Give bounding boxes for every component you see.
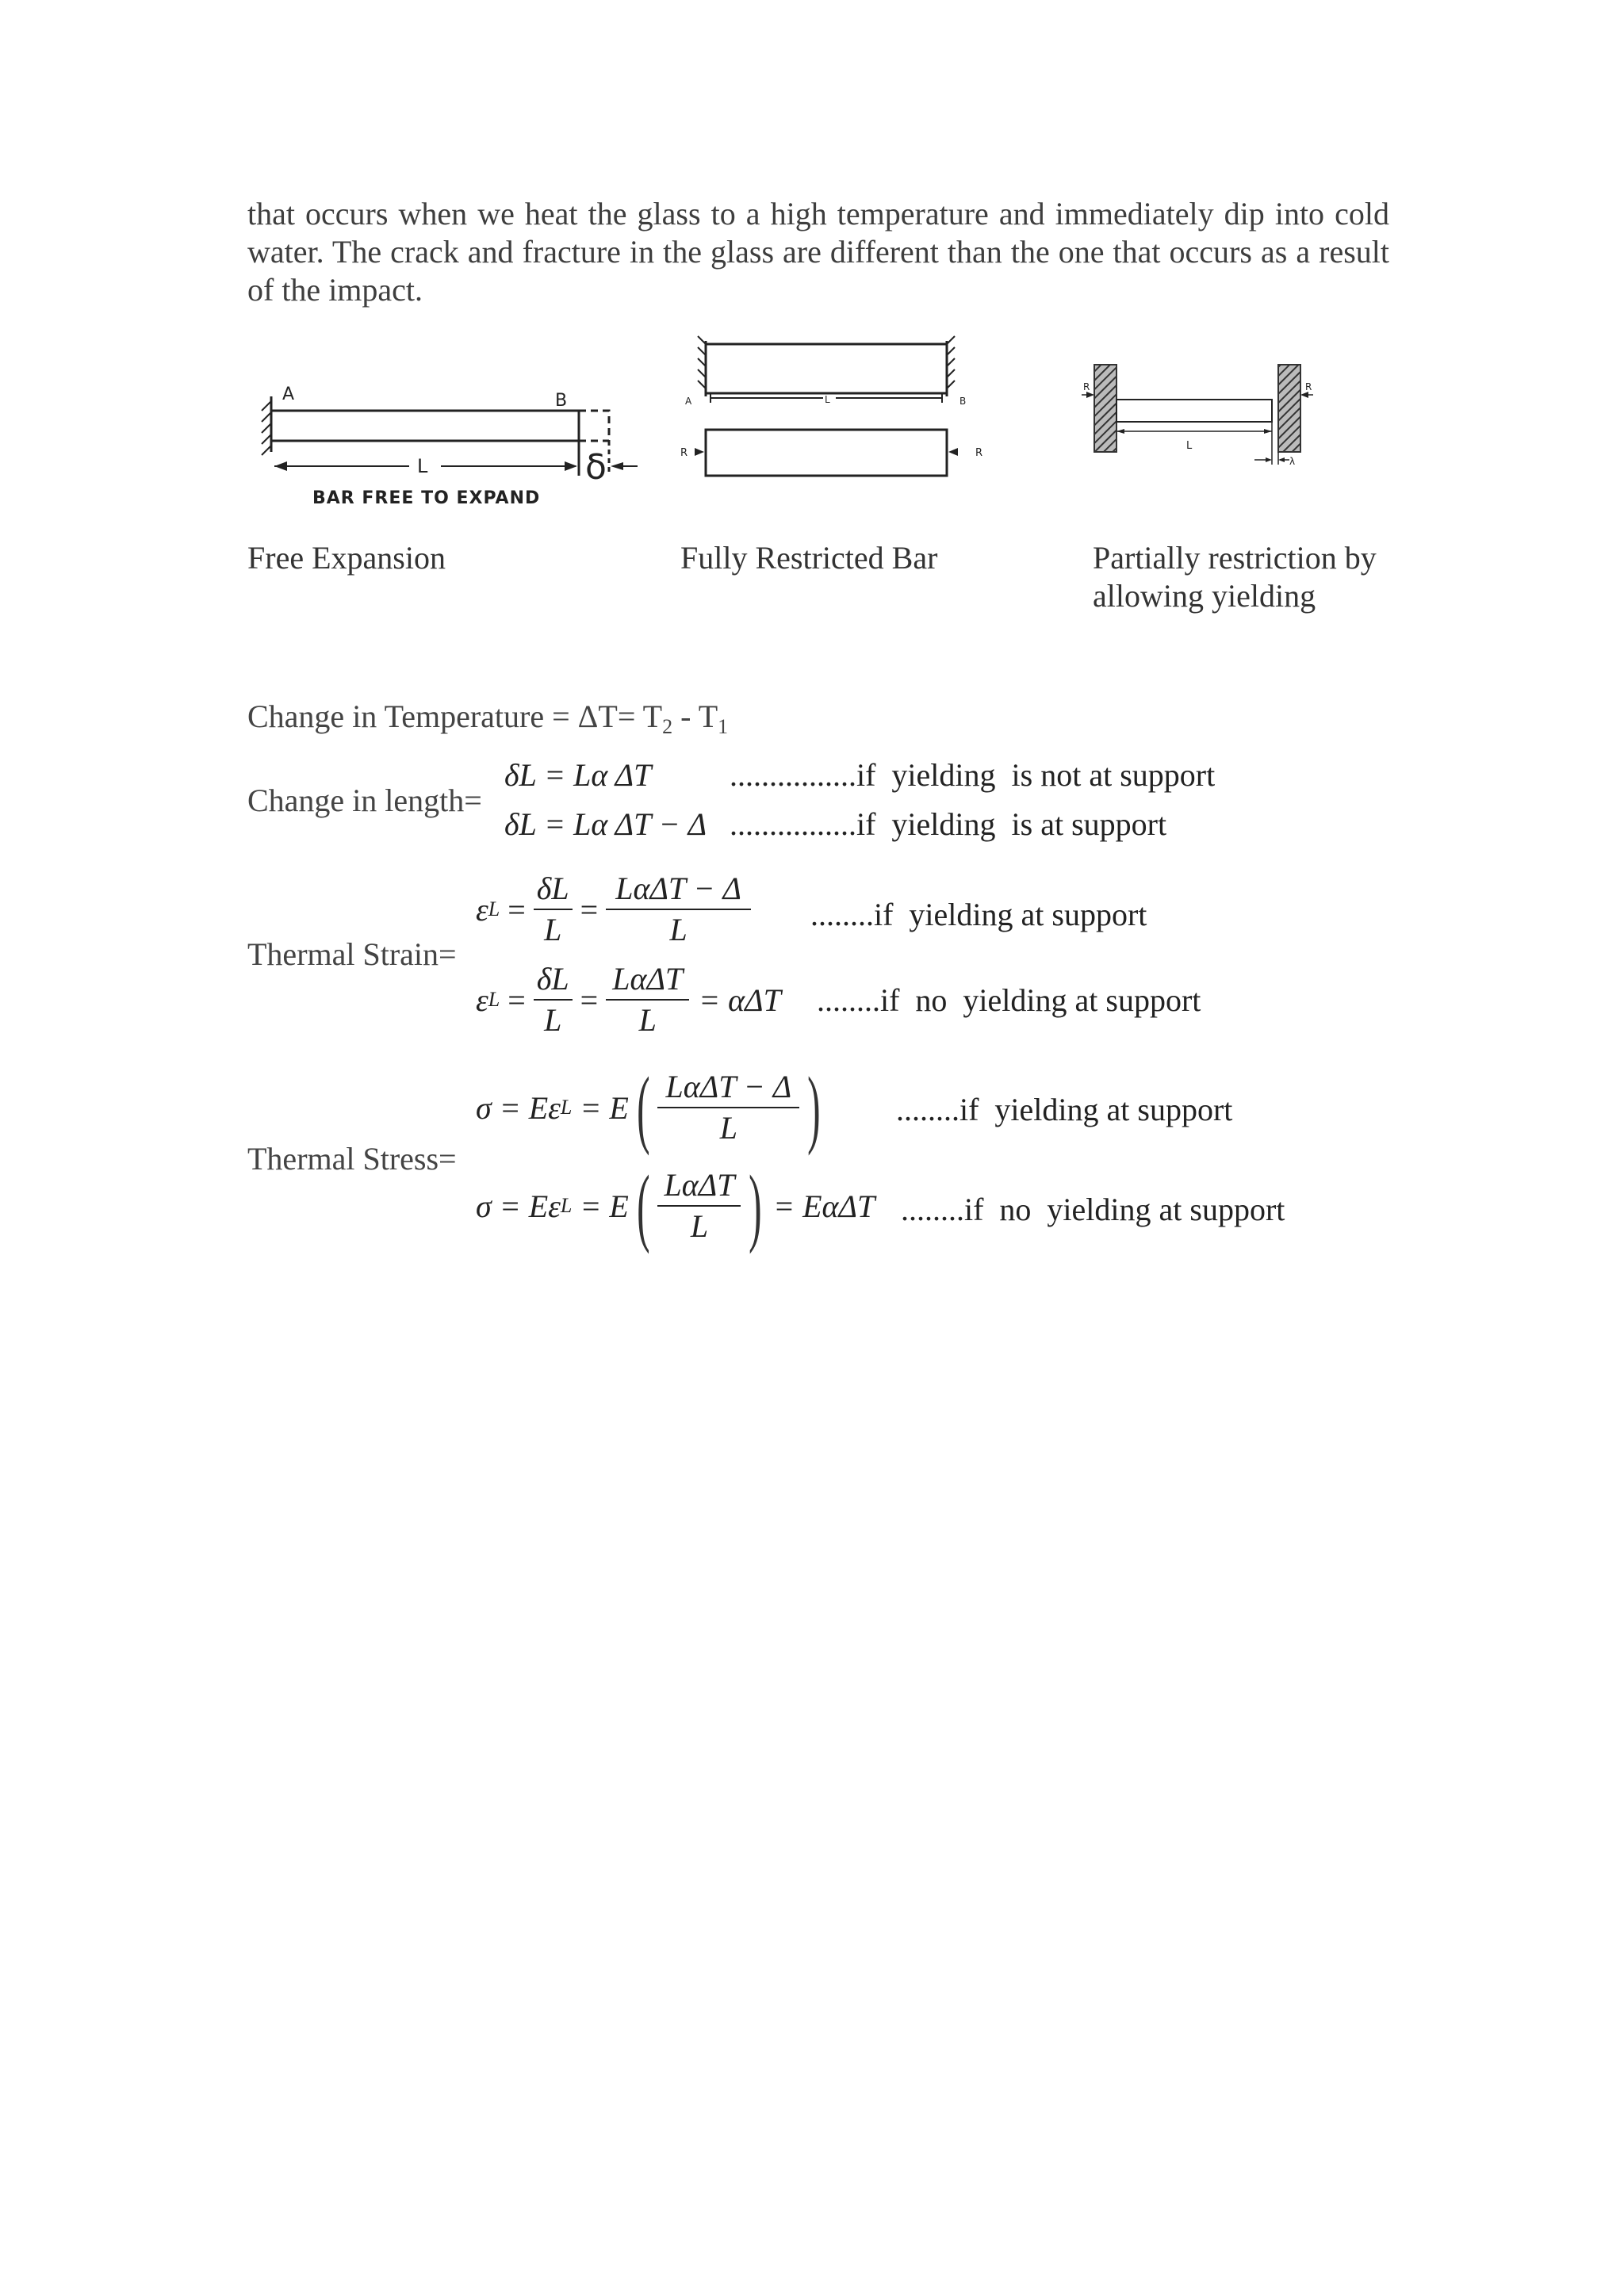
temperature-change-line xyxy=(247,698,728,746)
eq-stress-2 xyxy=(476,1158,875,1254)
eq-length-1: δL = Lα ΔT xyxy=(504,757,652,793)
fraction-ladt-over-l: $\frac{\text{LαΔT}}{L}$ xyxy=(657,1165,741,1246)
eq-length-2-condition: ................if yielding is at support xyxy=(730,806,1167,842)
subscript-1: 1 xyxy=(718,715,729,738)
eq-length-1-condition: ................if yielding is not at support xyxy=(730,757,1216,793)
fraction-ladt-minus-delta-over-l: $\frac{\text{LαΔT − Δ}}{L}$ xyxy=(606,869,751,950)
label-r-left: R xyxy=(1083,381,1090,392)
epsilon-subscript: L xyxy=(488,988,500,1011)
caption-partial-restriction: Partially restriction by allowing yielding xyxy=(1093,540,1377,614)
figure-partial-restriction xyxy=(1067,362,1337,480)
label-thermal-stress: Thermal Stress= xyxy=(247,1141,457,1177)
caption-fully-restricted: Fully Restricted Bar xyxy=(680,540,938,576)
label-l: L xyxy=(417,455,428,477)
body-paragraph: that occurs when we heat the glass to a high temperature and immediately dip into cold water. The crack and fracture in the glass are different than the one that occurs as a result of the impact. xyxy=(247,196,1389,308)
label-thermal-strain: Thermal Strain= xyxy=(247,936,457,972)
label-l: L xyxy=(1186,440,1193,452)
restricted-bar-bottom xyxy=(706,430,947,476)
eq-stress-1-condition: ........if yielding at support xyxy=(896,1092,1233,1127)
eq-stress-1 xyxy=(476,1059,829,1156)
epsilon: ε xyxy=(476,891,488,928)
left-paren: ( xyxy=(636,1158,650,1254)
eq-stress-2-condition: ........if no yielding at support xyxy=(901,1192,1285,1227)
label-delta: δ xyxy=(585,447,607,488)
eq-strain-2-condition: ........if no yielding at support xyxy=(817,982,1201,1018)
epsilon: ε xyxy=(476,982,488,1018)
equals-e: = E xyxy=(580,1089,629,1126)
epsilon-subscript: L xyxy=(560,1096,573,1119)
alpha-delta-t: = αΔT xyxy=(699,982,781,1018)
label-r-left: R xyxy=(680,447,688,459)
partial-bar xyxy=(1116,400,1272,422)
label-a: A xyxy=(282,385,295,404)
epsilon-subscript: L xyxy=(488,897,500,920)
epsilon-subscript: L xyxy=(560,1194,573,1217)
label-free-to-expand: BAR FREE TO EXPAND xyxy=(312,488,541,508)
equals-e: = E xyxy=(580,1188,629,1224)
label-b: B xyxy=(555,391,568,411)
label-b: B xyxy=(959,396,967,407)
eq-strain-1: ε L = $\frac{\delta L}{L}$ = $\frac{\text{LαΔT − Δ}}{L}$ xyxy=(476,869,751,950)
restricted-bar-top xyxy=(706,344,947,393)
fraction-ladt-over-l: $\frac{\text{LαΔT}}{L}$ xyxy=(606,959,689,1040)
subscript-2: 2 xyxy=(662,715,673,738)
eq-strain-2: ε L = $\frac{\delta L}{L}$ = $\frac{\text{LαΔT}}{L}$ = αΔT xyxy=(476,959,781,1040)
label-r-right: R xyxy=(975,447,983,459)
bar-rect xyxy=(271,411,579,441)
eq-strain-1-condition: ........if yielding at support xyxy=(810,897,1147,932)
label-change-in-length: Change in length= xyxy=(247,783,482,818)
eq-length-2: δL = Lα ΔT − Δ xyxy=(504,806,707,842)
right-paren: ) xyxy=(807,1059,821,1156)
expansion-dashed xyxy=(579,411,609,441)
left-paren: ( xyxy=(636,1059,650,1156)
caption-free-expansion: Free Expansion xyxy=(247,540,446,576)
fraction-dl-over-l: $\frac{\delta L}{L}$ xyxy=(534,869,573,950)
sigma-e-epsilon: σ = Eε xyxy=(476,1188,561,1224)
figure-fully-restricted xyxy=(680,333,998,484)
sigma-e-epsilon: σ = Eε xyxy=(476,1089,561,1126)
e-alpha-delta-t: = EαΔT xyxy=(773,1188,875,1224)
label-lambda: λ xyxy=(1289,456,1296,467)
right-wall xyxy=(1278,365,1300,452)
fraction-ladt-minus-delta-over-l: $\frac{\text{LαΔT − Δ}}{L}$ xyxy=(657,1067,799,1148)
right-paren: ) xyxy=(749,1158,763,1254)
figure-free-expansion xyxy=(259,381,647,523)
label-a: A xyxy=(685,396,692,407)
label-r-right: R xyxy=(1305,381,1312,392)
temperature-prefix: Change in Temperature = ΔT= T xyxy=(247,698,663,734)
fraction-dl-over-l: $\frac{\delta L}{L}$ xyxy=(534,959,573,1040)
label-l: L xyxy=(825,394,830,405)
temperature-mid: - T xyxy=(672,698,718,734)
left-wall xyxy=(1094,365,1116,452)
